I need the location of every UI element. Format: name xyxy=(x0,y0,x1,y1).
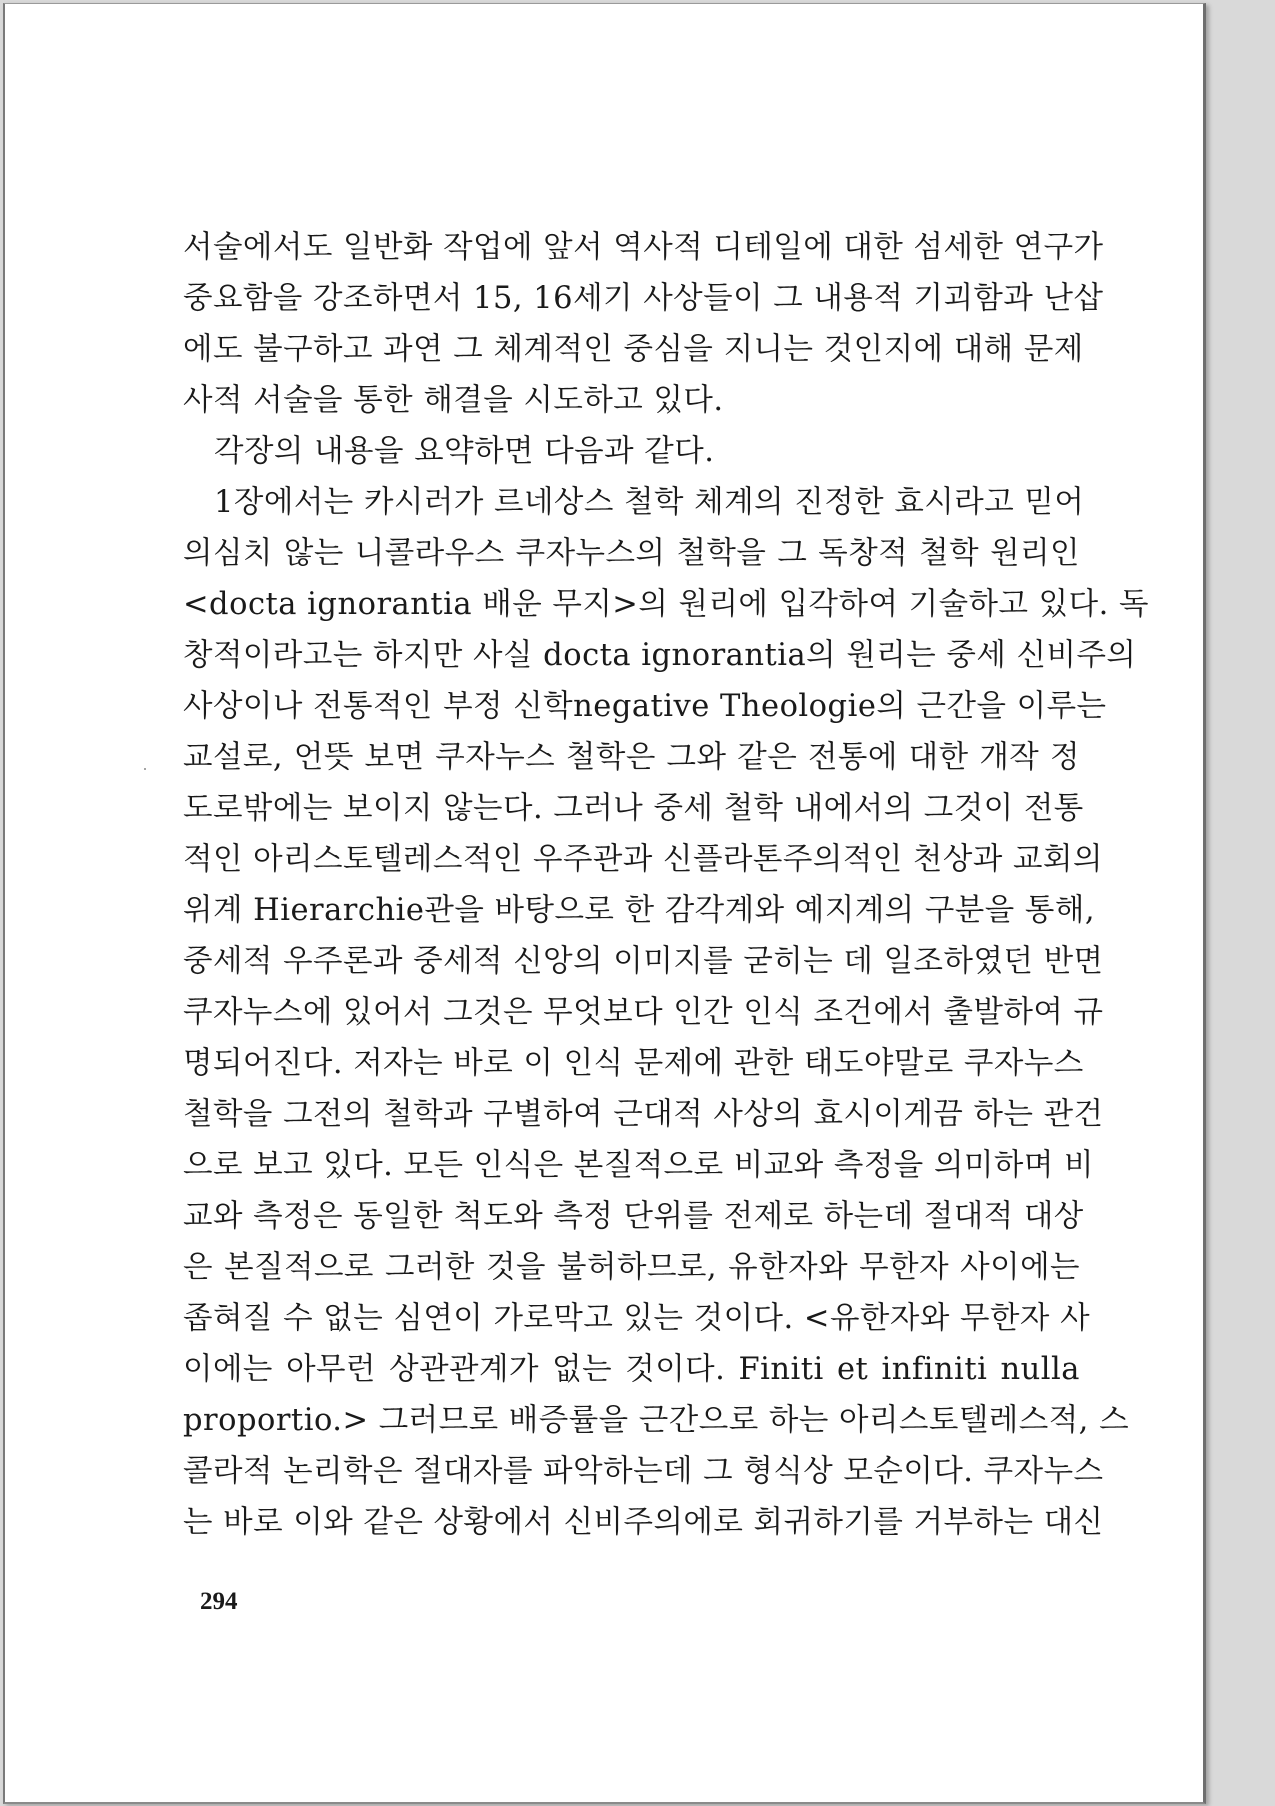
text-line: 적인 아리스토텔레스적인 우주관과 신플라톤주의적인 천상과 교회의 xyxy=(183,842,1103,877)
page-number: 294 xyxy=(200,1588,238,1615)
text-line: 으로 보고 있다. 모든 인식은 본질적으로 비교와 측정을 의미하며 비 xyxy=(183,1148,1094,1183)
text-line: 이에는 아무런 상관관계가 없는 것이다. Finiti et infiniti nulla xyxy=(183,1352,1080,1387)
text-line: 서술에서도 일반화 작업에 앞서 역사적 디테일에 대한 섬세한 연구가 xyxy=(183,230,1104,265)
text-line: 사적 서술을 통한 해결을 시도하고 있다. xyxy=(183,383,724,418)
text-line: 교설로, 언뜻 보면 쿠자누스 철학은 그와 같은 전통에 대한 개작 정 xyxy=(183,740,1080,775)
text-line: 명되어진다. 저자는 바로 이 인식 문제에 관한 태도야말로 쿠자누스 xyxy=(183,1046,1084,1081)
text-line: 위계 Hierarchie관을 바탕으로 한 감각계와 예지계의 구분을 통해, xyxy=(183,893,1096,928)
text-line: 은 본질적으로 그러한 것을 불허하므로, 유한자와 무한자 사이에는 xyxy=(183,1250,1080,1285)
scan-speck xyxy=(144,768,146,770)
text-line: 의심치 않는 니콜라우스 쿠자누스의 철학을 그 독창적 철학 원리인 xyxy=(183,536,1080,571)
text-line: 도로밖에는 보이지 않는다. 그러나 중세 철학 내에서의 그것이 전통 xyxy=(183,791,1084,826)
text-line: 좁혀질 수 없는 심연이 가로막고 있는 것이다. <유한자와 무한자 사 xyxy=(183,1301,1091,1336)
text-line: 에도 불구하고 과연 그 체계적인 중심을 지니는 것인지에 대해 문제 xyxy=(183,332,1084,367)
text-line: <docta ignorantia 배운 무지>의 원리에 입각하여 기술하고 있다. 독 xyxy=(183,587,1149,622)
text-line: 1장에서는 카시러가 르네상스 철학 체계의 진정한 효시라고 믿어 xyxy=(214,485,1085,520)
text-line: 각장의 내용을 요약하면 다음과 같다. xyxy=(214,434,715,469)
text-line: 쿠자누스에 있어서 그것은 무엇보다 인간 인식 조건에서 출발하여 규 xyxy=(183,995,1104,1030)
text-line: 중요함을 강조하면서 15, 16세기 사상들이 그 내용적 기괴함과 난삽 xyxy=(183,281,1104,316)
text-line: 창적이라고는 하지만 사실 docta ignorantia의 원리는 중세 신비주의 xyxy=(183,638,1137,673)
text-line: 교와 측정은 동일한 척도와 측정 단위를 전제로 하는데 절대적 대상 xyxy=(183,1199,1084,1234)
text-line: 콜라적 논리학은 절대자를 파악하는데 그 형식상 모순이다. 쿠자누스 xyxy=(183,1454,1104,1489)
body-text xyxy=(183,222,1149,1548)
text-line: 사상이나 전통적인 부정 신학negative Theologie의 근간을 이루는 xyxy=(183,689,1107,724)
text-line: 철학을 그전의 철학과 구별하여 근대적 사상의 효시이게끔 하는 관건 xyxy=(183,1097,1104,1132)
text-line: proportio.> 그러므로 배증률을 근간으로 하는 아리스토텔레스적, 스 xyxy=(183,1403,1130,1438)
text-line: 는 바로 이와 같은 상황에서 신비주의에로 회귀하기를 거부하는 대신 xyxy=(183,1505,1104,1540)
text-line: 중세적 우주론과 중세적 신앙의 이미지를 굳히는 데 일조하였던 반면 xyxy=(183,944,1104,979)
